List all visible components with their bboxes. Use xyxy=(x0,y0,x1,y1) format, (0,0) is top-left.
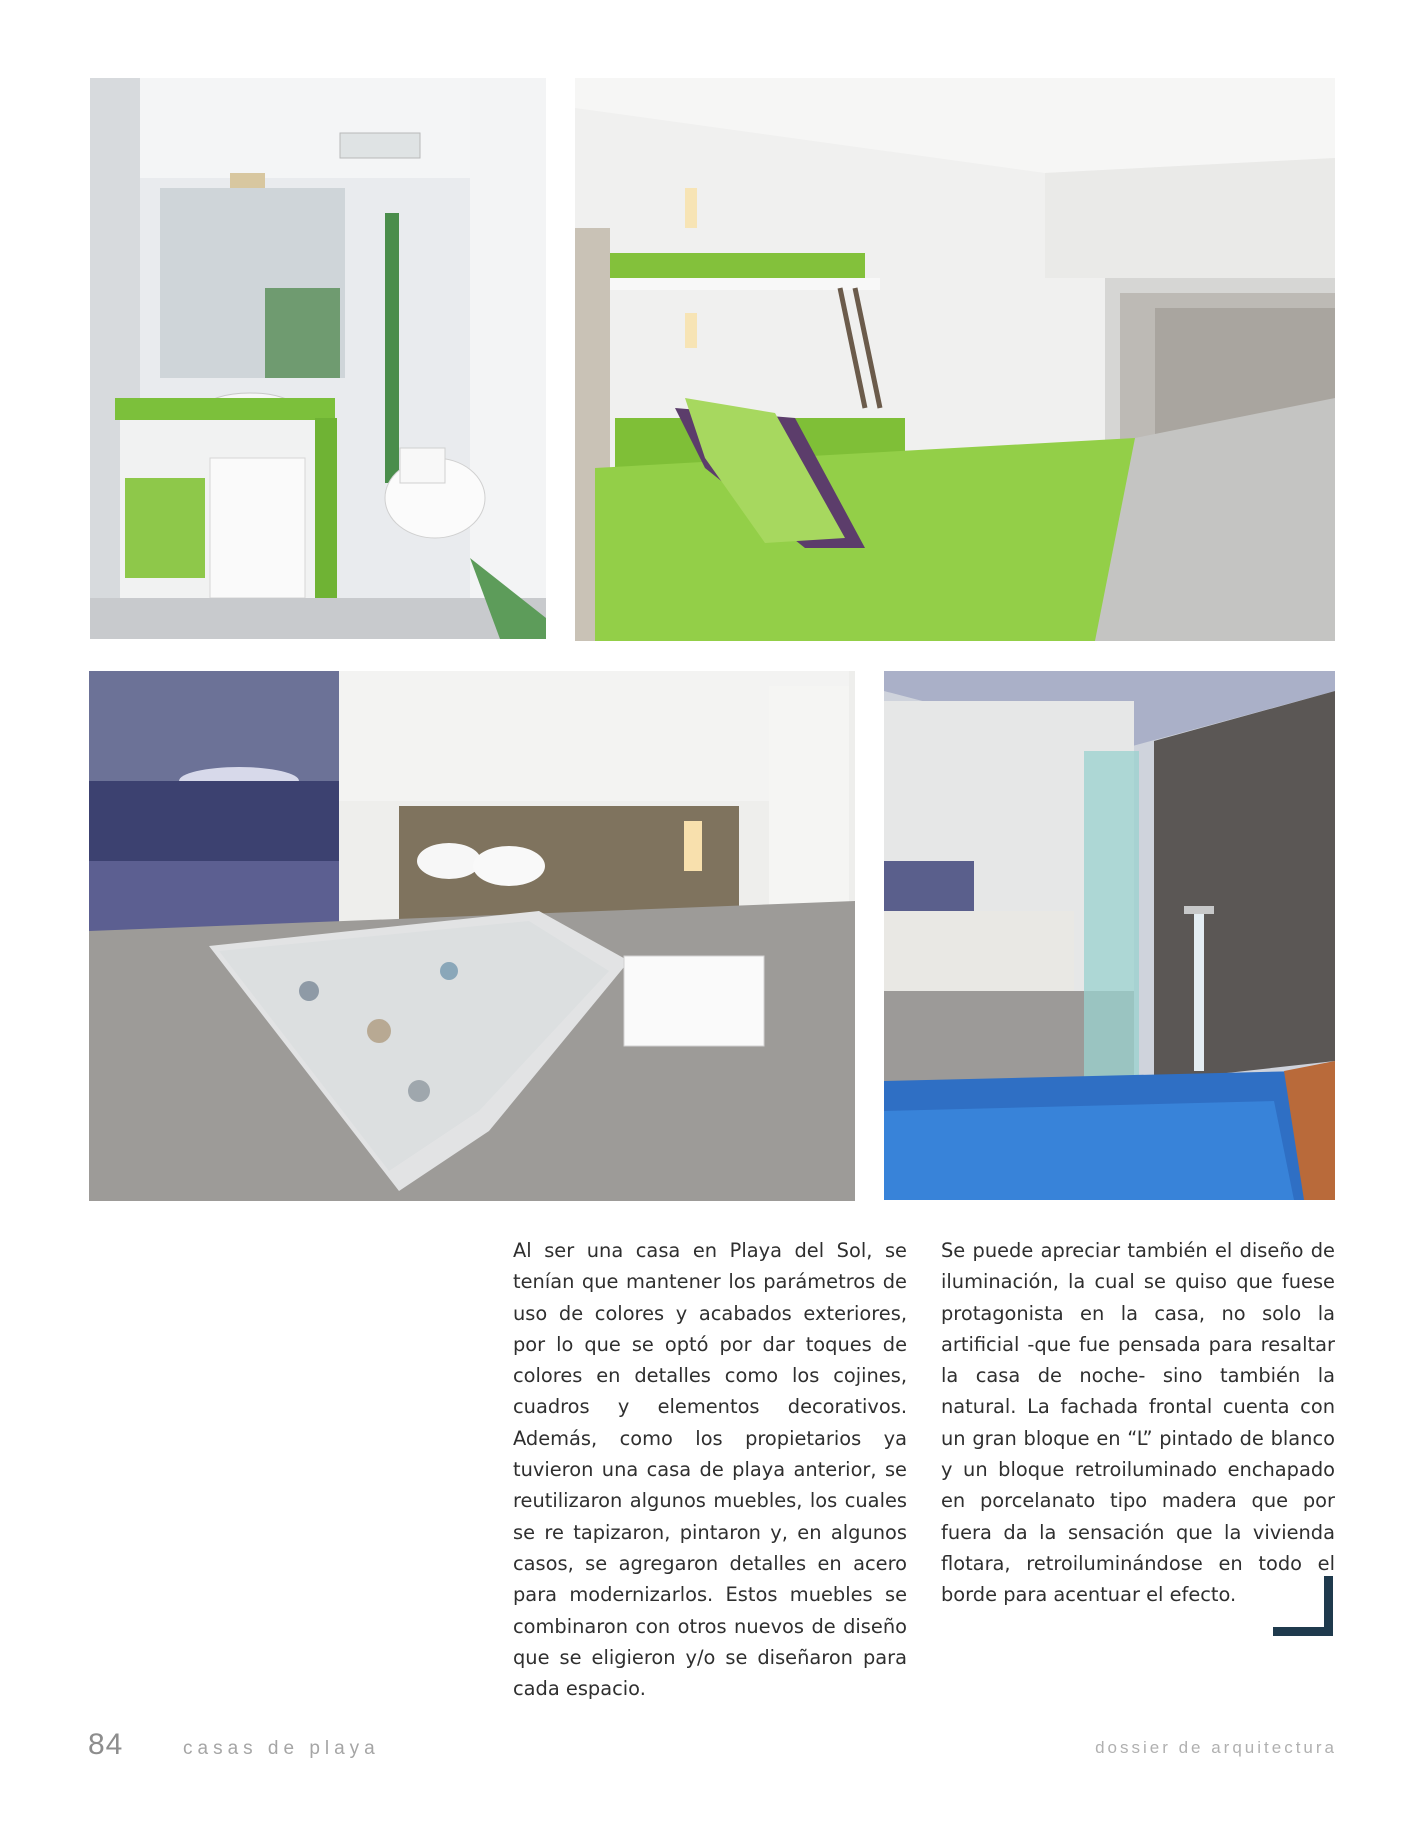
photo-bunk-bedroom xyxy=(575,78,1335,641)
body-text-left-column xyxy=(513,1235,907,1704)
body-paragraph-right: Se puede apreciar también el diseño de iluminación, la cual se quiso que fuese protagonista en la casa, no solo la artificial -que fue pensada para resaltar la casa de noche- sino también la natural. La fachada frontal cuenta con un gran bloque en “L” pintado de blanco y un bloque retroiluminado enchapado en porcelanato tipo madera que por fuera da la sensación que la vivienda flotara, retroiluminándose en todo el borde para acentuar el efecto. xyxy=(941,1239,1335,1607)
body-paragraph-left: Al ser una casa en Playa del Sol, se tenían que mantener los parámetros de uso de colores y acabados exteriores, por lo que se optó por dar toques de colores en detalles como los cojines, cuadros y elementos decorativos. Además, como los propietarios ya tuvieron una casa de playa anterior, se reutilizaron algunos muebles, los cuales se re tapizaron, pintaron y, en algunos casos, se agregaron detalles en acero para modernizarlos. Estos muebles se combinaron con otros nuevos de diseño que se eligieron y/o se diseñaron para cada espacio. xyxy=(513,1239,907,1701)
body-text-right-column xyxy=(941,1235,1335,1611)
article-end-corner-mark xyxy=(1273,1576,1333,1636)
page-number: 84 xyxy=(88,1728,124,1761)
photo-bathroom xyxy=(90,78,546,639)
magazine-name: dossier de arquitectura xyxy=(1095,1738,1337,1757)
section-title: casas de playa xyxy=(183,1738,380,1759)
photo-pool-stone-wall xyxy=(884,671,1335,1200)
photo-master-bedroom xyxy=(89,671,855,1201)
